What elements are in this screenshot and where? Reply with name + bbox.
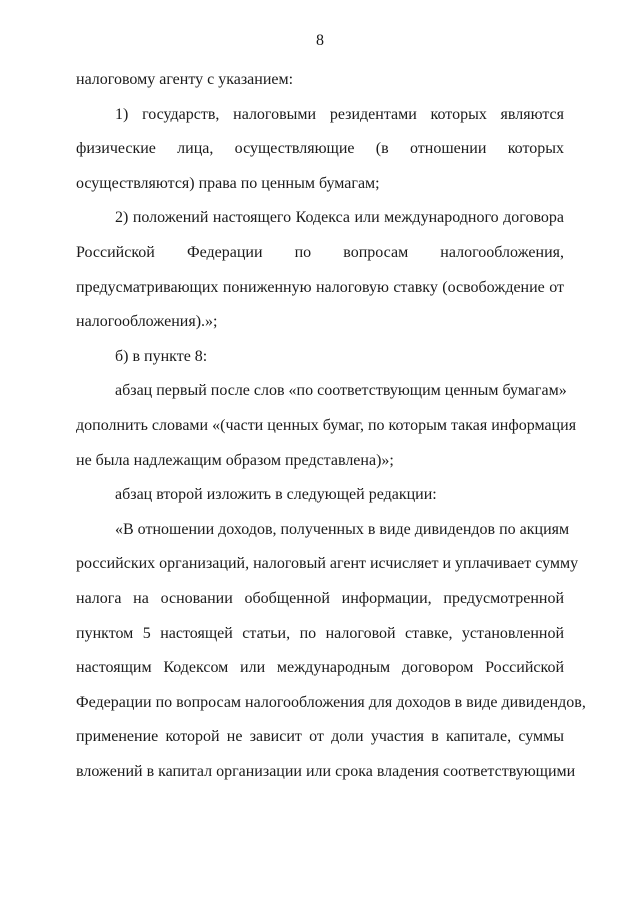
text-line: б) в пункте 8: [115,347,208,365]
text-line: налоговому агенту с указанием: [76,71,294,88]
text-line: налога на основании обобщенной информации, предусмотренной [76,589,564,607]
text-line: Российской Федерации по вопросам налогообложения, [76,243,564,261]
text-line: не была надлежащим образом представлена)»; [76,451,394,469]
text-line: Федерации по вопросам налогообложения для доходов в виде дивидендов, [76,693,586,711]
text-line: пунктом 5 настоящей статьи, по налоговой ставке, установленной [76,624,564,642]
document-body [76,70,586,796]
page-number: 8 [316,32,324,49]
text-line: физические лица, осуществляющие (в отношении которых [76,140,564,158]
text-line: дополнить словами «(части ценных бумаг, по которым такая информация [76,416,577,434]
text-line: осуществляются) права по ценным бумагам; [76,174,380,192]
text-line: абзац второй изложить в следующей редакции: [115,486,437,504]
text-line: настоящим Кодексом или международным договором Российской [76,659,564,677]
text-line: налогообложения).»; [76,313,218,331]
text-line: «В отношении доходов, полученных в виде дивидендов по акциям [115,520,570,538]
text-line: 2) положений настоящего Кодекса или международного договора [115,209,564,227]
text-line: 1) государств, налоговыми резидентами которых являются [115,105,564,123]
text-line: применение которой не зависит от доли участия в капитале, суммы [76,728,564,746]
text-line: вложений в капитал организации или срока владения соответствующими [76,762,576,780]
text-line: абзац первый после слов «по соответствующим ценным бумагам» [115,382,567,400]
text-line: предусматривающих пониженную налоговую ставку (освобождение от [76,278,564,296]
text-line: российских организаций, налоговый агент исчисляет и уплачивает сумму [76,555,579,573]
